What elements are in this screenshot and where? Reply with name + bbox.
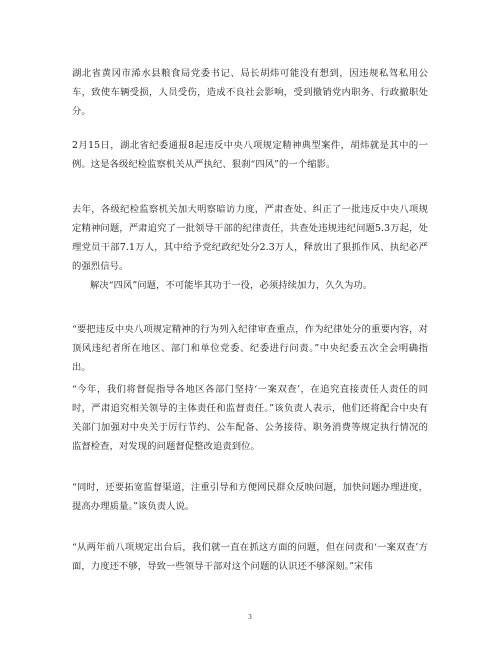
paragraph-4: 解决“四风”问题，不可能毕其功于一役，必须持续加力，久久为功。 <box>90 280 373 291</box>
paragraph-7: “同时，还要拓宽监督渠道，注重引导和方便网民群众反映问题，加快问题办理进度，提高办理质量。”该负责人说。 <box>72 482 428 512</box>
paragraph-3: 去年，各级纪检监察机关加大明察暗访力度，严肃查处、纠正了一批违反中央八项规定精神问题，严肃追究了一批领导干部的纪律责任，共查处违规违纪问题5.3万起，处理党员干部7.1万人，其中给予党纪政纪处分2.3万人，释放出了狠抓作风、执纪必严的强烈信号。 <box>72 204 428 272</box>
paragraph-2: 2月15日，湖北省纪委通报8起违反中央八项规定精神典型案件，胡炜就是其中的一例。这是各级纪检监察机关从严执纪、狠刹“四风”的一个缩影。 <box>72 140 428 170</box>
paragraph-8: “从两年前八项规定出台后，我们就一直在抓这方面的问题，但在问责和‘一案双查’方面，力度还不够，导致一些领导干部对这个问题的认识还不够深刻。”宋伟 <box>72 542 428 572</box>
page-number: 3 <box>248 613 252 621</box>
paragraph-6: “今年，我们将督促指导各地区各部门坚持‘一案双查’，在追究直接责任人责任的同时，严肃追究相关领导的主体责任和监督责任。”该负责人表示，他们还将配合中央有关部门加强对中央关于厉行节约、公车配备、公务接待、职务消费等规定执行情况的监督检查，对发现的问题督促整改追责到位。 <box>72 384 428 452</box>
paragraph-5: “要把违反中央八项规定精神的行为列入纪律审查重点，作为纪律处分的重要内容，对顶风违纪者所在地区、部门和单位党委、纪委进行问责。”中央纪委五次全会明确指出。 <box>72 324 428 373</box>
paragraph-1: 湖北省黄冈市浠水县粮食局党委书记、局长胡炜可能没有想到，因违规私驾私用公车，致使车辆受损，人员受伤，造成不良社会影响，受到撤销党内职务、行政撤职处分。 <box>72 68 428 117</box>
